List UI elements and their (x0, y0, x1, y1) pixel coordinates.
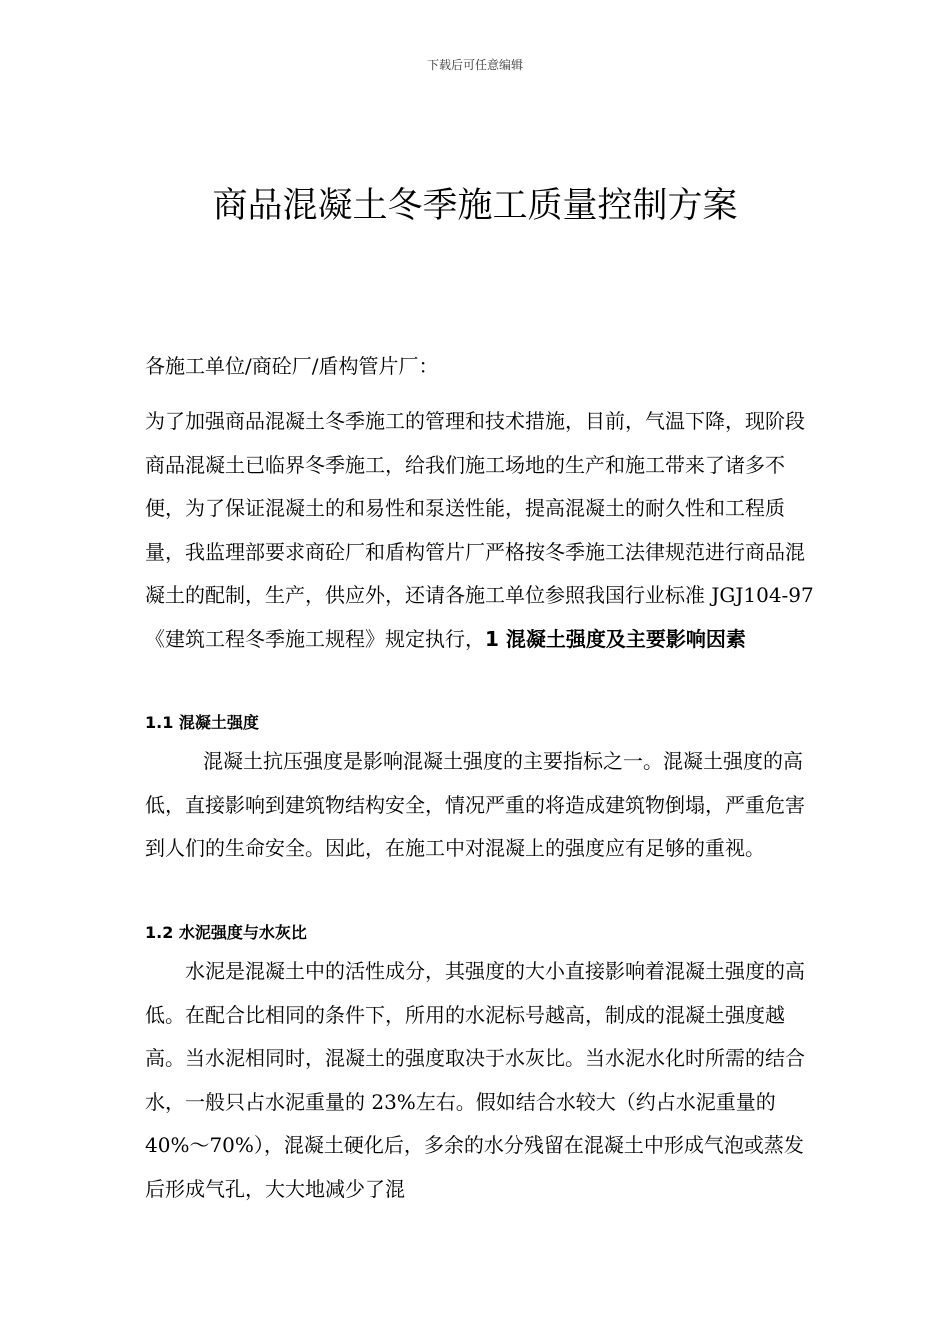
section-1-1-heading: 1.1 混凝土强度 (145, 713, 259, 732)
intro-paragraph-text: 为了加强商品混凝土冬季施工的管理和技术措施，目前，气温下降，现阶段商品混凝土已临界冬季施工，给我们施工场地的生产和施工带来了诸多不便，为了保证混凝土的和易性和泵送性能，提高混凝土的耐久性和工程质量，我监理部要求商砼厂和盾构管片厂严格按冬季施工法律规范进行商品混凝土的配制，生产，供应外，还请各施工单位参照我国行业标准 JGJ104-97《建筑工程冬季施工规程》规定执行， (145, 409, 814, 651)
document-title: 商品混凝土冬季施工质量控制方案 (212, 186, 738, 226)
addressee-line: 各施工单位/商砼厂/盾构管片厂： (145, 354, 439, 378)
page-header: 下载后可任意编辑 (426, 58, 523, 72)
section-1-1-paragraph: 混凝土抗压强度是影响混凝土强度的主要指标之一。混凝土强度的高低，直接影响到建筑物结构安全，情况严重的将造成建筑物倒塌，严重危害到人们的生命安全。因此，在施工中对混凝上的强度应有足够的重视。 (145, 749, 805, 860)
section-1-2-heading: 1.2 水泥强度与水灰比 (145, 923, 307, 942)
section-1-heading: 1 混凝土强度及主要影响因素 (485, 626, 746, 651)
section-1-2-paragraph: 水泥是混凝土中的活性成分，其强度的大小直接影响着混凝土强度的高低。在配合比相同的条件下，所用的水泥标号越高，制成的混凝土强度越高。当水泥相同时，混凝土的强度取决于水灰比。当水泥水化时所需的结合水，一般只占水泥重量的 23%左右。假如结合水较大（约占水泥重量的 40%～70%），混凝土硬化后，多余的水分残留在混凝土中形成气泡或蒸发后形成气孔，大大地减少了混 (145, 959, 805, 1201)
intro-paragraph (145, 400, 815, 661)
